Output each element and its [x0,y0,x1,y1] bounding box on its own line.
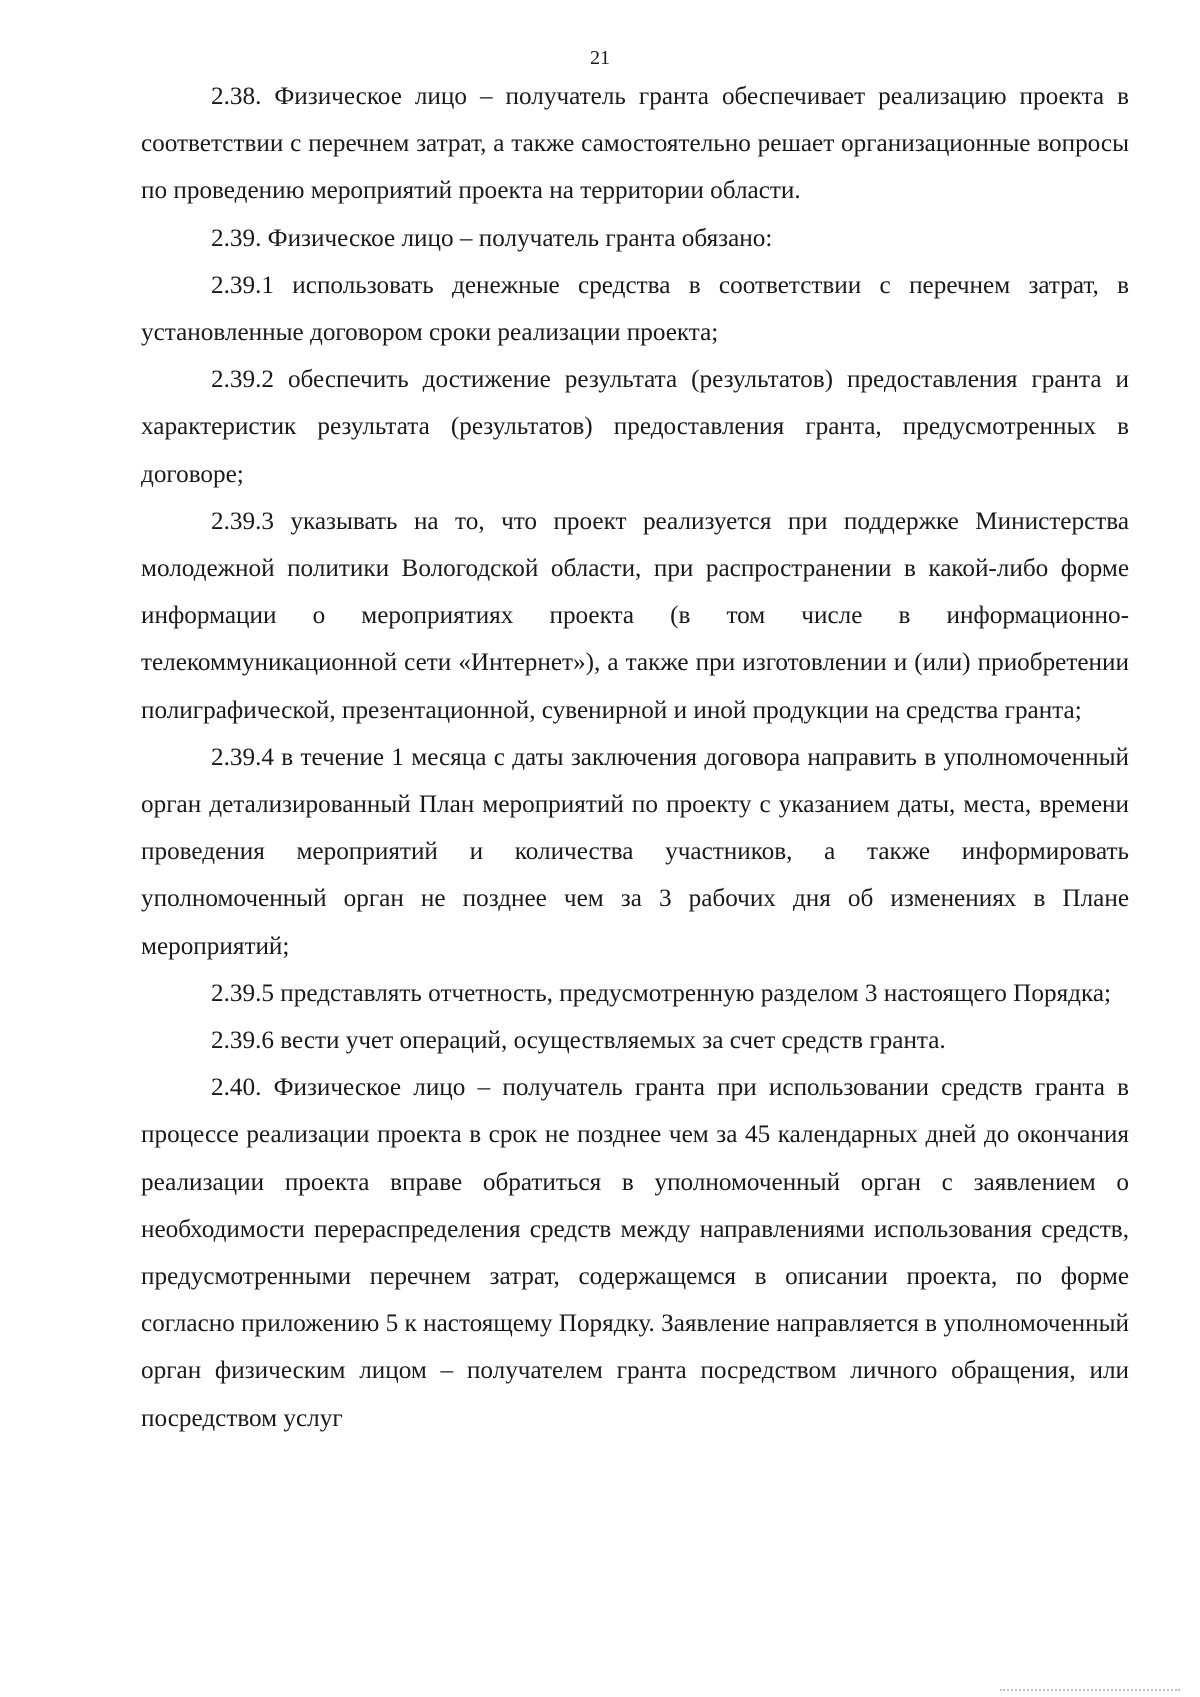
paragraph-2-40: 2.40. Физическое лицо – получатель гранта при использовании средств гранта в процессе реализации проекта в срок не позднее чем за 45 календарных дней до окончания реализации проекта вправе обратиться в уполномоченный орган с заявлением о необходимости перераспределения средств между направлениями использования средств, предусмотренными перечнем затрат, содержащемся в описании проекта, по форме согласно приложению 5 к настоящему Порядку. Заявление направляется в уполномоченный орган физическим лицом – получателем гранта посредством личного обращения, или посредством услуг [141,1074,1129,1432]
scan-artifact [1000,1683,1180,1691]
paragraph-2-39-2: 2.39.2 обеспечить достижение результата (результатов) предоставления гранта и характеристик результата (результатов) предоставления гранта, предусмотренных в договоре; [141,366,1129,488]
document-body [141,73,1129,1442]
paragraph-2-39-3: 2.39.3 указывать на то, что проект реализуется при поддержке Министерства молодежной политики Вологодской области, при распространении в какой-либо форме информации о мероприятиях проекта (в том числе в информационно-телекоммуникационной сети «Интернет»), а также при изготовлении и (или) приобретении полиграфической, презентационной, сувенирной и иной продукции на средства гранта; [141,507,1129,724]
paragraph-2-39-1: 2.39.1 использовать денежные средства в соответствии с перечнем затрат, в установленные договором сроки реализации проекта; [141,271,1129,347]
paragraph-2-39-5: 2.39.5 представлять отчетность, предусмотренную разделом 3 настоящего Порядка; [211,979,1111,1007]
page-number: 21 [590,47,610,69]
paragraph-2-38: 2.38. Физическое лицо – получатель гранта обеспечивает реализацию проекта в соответствии с перечнем затрат, а также самостоятельно решает организационные вопросы по проведению мероприятий проекта на территории области. [141,83,1129,205]
paragraph-2-39: 2.39. Физическое лицо – получатель гранта обязано: [211,224,773,252]
paragraph-2-39-6: 2.39.6 вести учет операций, осуществляемых за счет средств гранта. [211,1027,946,1055]
paragraph-2-39-4: 2.39.4 в течение 1 месяца с даты заключения договора направить в уполномоченный орган детализированный План мероприятий по проекту с указанием даты, места, времени проведения мероприятий и количества участников, а также информировать уполномоченный орган не позднее чем за 3 рабочих дня об изменениях в Плане мероприятий; [141,743,1129,960]
